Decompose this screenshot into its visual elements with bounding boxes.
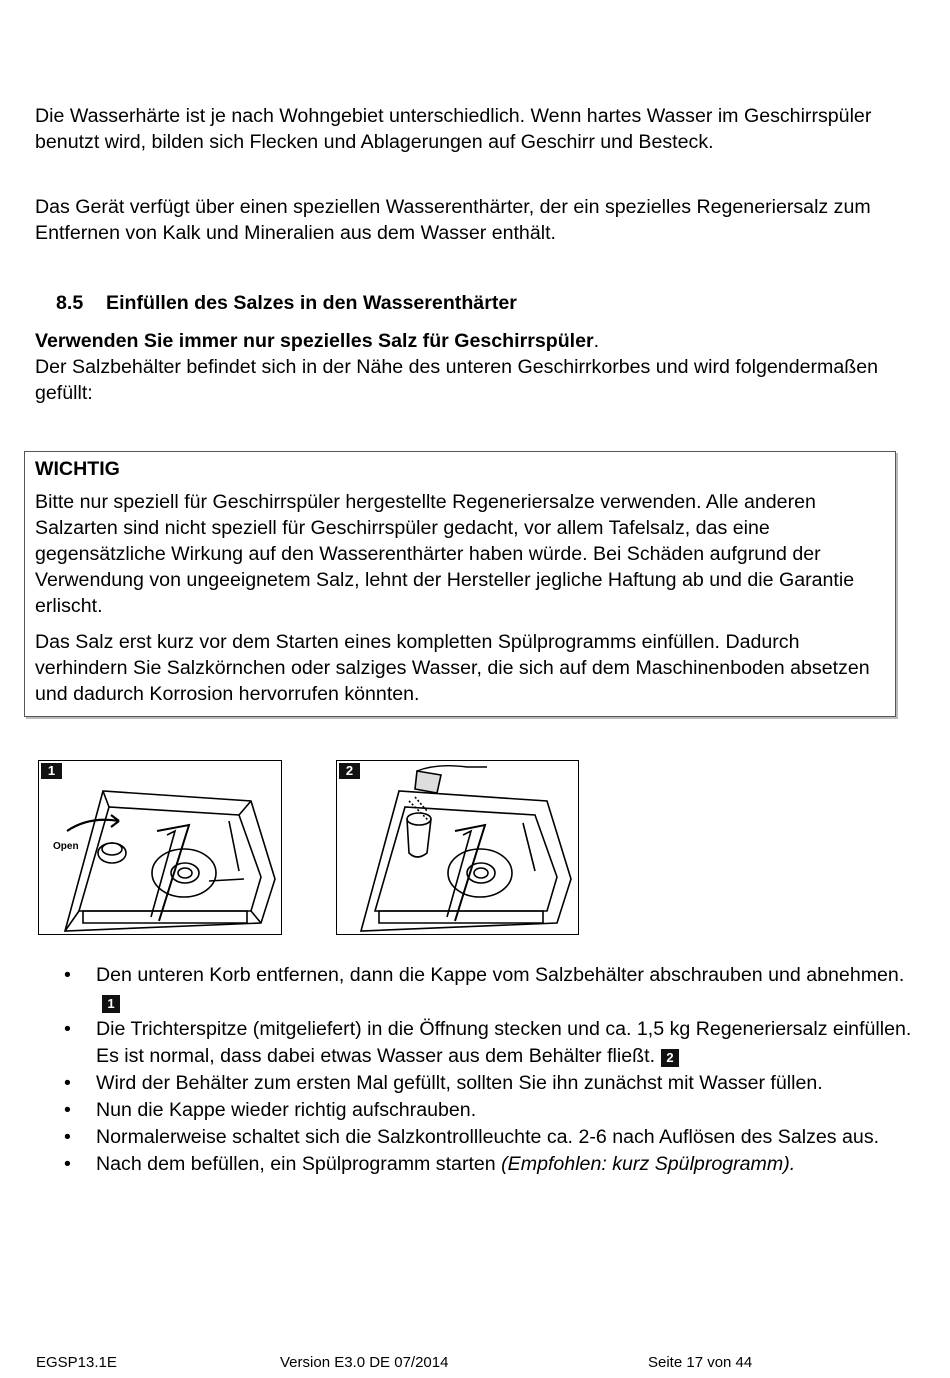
step-text: Nun die Kappe wieder richtig aufschrauben. — [96, 1099, 477, 1121]
intro-paragraph-2: Das Gerät verfügt über einen speziellen Wasserenthärter, der ein spezielles Regeneriersalz zum Entfernen von Kalk und Mineralien aus dem Wasser enthält. — [35, 196, 871, 244]
bullet-icon: • — [64, 1018, 71, 1040]
salt-instruction: Verwenden Sie immer nur spezielles Salz für Geschirrspüler — [35, 330, 594, 352]
figure-2 — [336, 760, 579, 935]
list-item — [60, 1151, 920, 1178]
list-item — [60, 1016, 920, 1070]
step-recommendation: (Empfohlen: kurz Spülprogramm). — [501, 1153, 796, 1175]
list-item — [60, 1070, 920, 1097]
footer-model: EGSP13.1E — [36, 1354, 117, 1371]
bullet-icon: • — [64, 964, 71, 986]
figure-1-illustration — [39, 761, 281, 934]
warning-box — [24, 451, 896, 717]
section-heading — [56, 292, 517, 315]
list-item — [60, 962, 920, 1016]
figure-ref-1: 1 — [102, 995, 120, 1013]
figure-2-badge: 2 — [339, 763, 360, 779]
list-item — [60, 1097, 920, 1124]
step-text: Die Trichterspitze (mitgeliefert) in die Öffnung stecken und ca. 1,5 kg Regeneriersalz einfüllen. Es ist normal, dass dabei etwas Wasser aus dem Behälter fließt. — [96, 1018, 912, 1067]
figure-2-illustration — [337, 761, 578, 934]
step-text: Wird der Behälter zum ersten Mal gefüllt, sollten Sie ihn zunächst mit Wasser füllen. — [96, 1072, 823, 1094]
figure-1-badge: 1 — [41, 763, 62, 779]
bullet-icon: • — [64, 1126, 71, 1148]
step-text: Den unteren Korb entfernen, dann die Kappe vom Salzbehälter abschrauben und abnehmen. — [96, 964, 905, 986]
warning-paragraph-2: Das Salz erst kurz vor dem Starten eines kompletten Spülprogramms einfüllen. Dadurch verhindern Sie Salzkörnchen oder salziges Wasser, die sich auf dem Maschinenboden absetzen und dadurch Korrosion hervorrufen könnten. — [35, 631, 870, 705]
list-item — [60, 1124, 920, 1151]
steps-list — [60, 962, 920, 1178]
step-text: Normalerweise schaltet sich die Salzkontrollleuchte ca. 2-6 nach Auflösen des Salzes aus. — [96, 1126, 880, 1148]
open-label: Open — [53, 841, 79, 852]
bullet-icon: • — [64, 1153, 71, 1175]
section-bold-line — [35, 328, 895, 354]
footer-page-number: Seite 17 von 44 — [648, 1354, 753, 1371]
step-text: Nach dem befüllen, ein Spülprogramm starten — [96, 1153, 502, 1175]
bullet-icon: • — [64, 1099, 71, 1121]
footer-version: Version E3.0 DE 07/2014 — [280, 1354, 449, 1371]
bullet-icon: • — [64, 1072, 71, 1094]
section-title: Einfüllen des Salzes in den Wasserenthärter — [106, 292, 517, 314]
salt-instruction-period: . — [593, 330, 600, 352]
figure-ref-2: 2 — [661, 1049, 679, 1067]
figure-1 — [38, 760, 282, 935]
warning-title: WICHTIG — [35, 458, 120, 480]
section-description: Der Salzbehälter befindet sich in der Nähe des unteren Geschirrkorbes und wird folgendermaßen gefüllt: — [35, 356, 878, 404]
intro-paragraph-1: Die Wasserhärte ist je nach Wohngebiet unterschiedlich. Wenn hartes Wasser im Geschirrspüler benutzt wird, bilden sich Flecken und Ablagerungen auf Geschirr und Besteck. — [35, 105, 872, 153]
section-number: 8.5 — [56, 292, 84, 314]
warning-paragraph-1: Bitte nur speziell für Geschirrspüler hergestellte Regeneriersalze verwenden. Alle anderen Salzarten sind nicht speziell für Geschirrspüler gedacht, vor allem Tafelsalz, das eine gegensätzliche Wirkung auf den Wasserenthärter haben würde. Bei Schäden aufgrund der Verwendung von ungeeignetem Salz, lehnt der Hersteller jegliche Haftung ab und die Garantie erlischt. — [35, 491, 855, 617]
